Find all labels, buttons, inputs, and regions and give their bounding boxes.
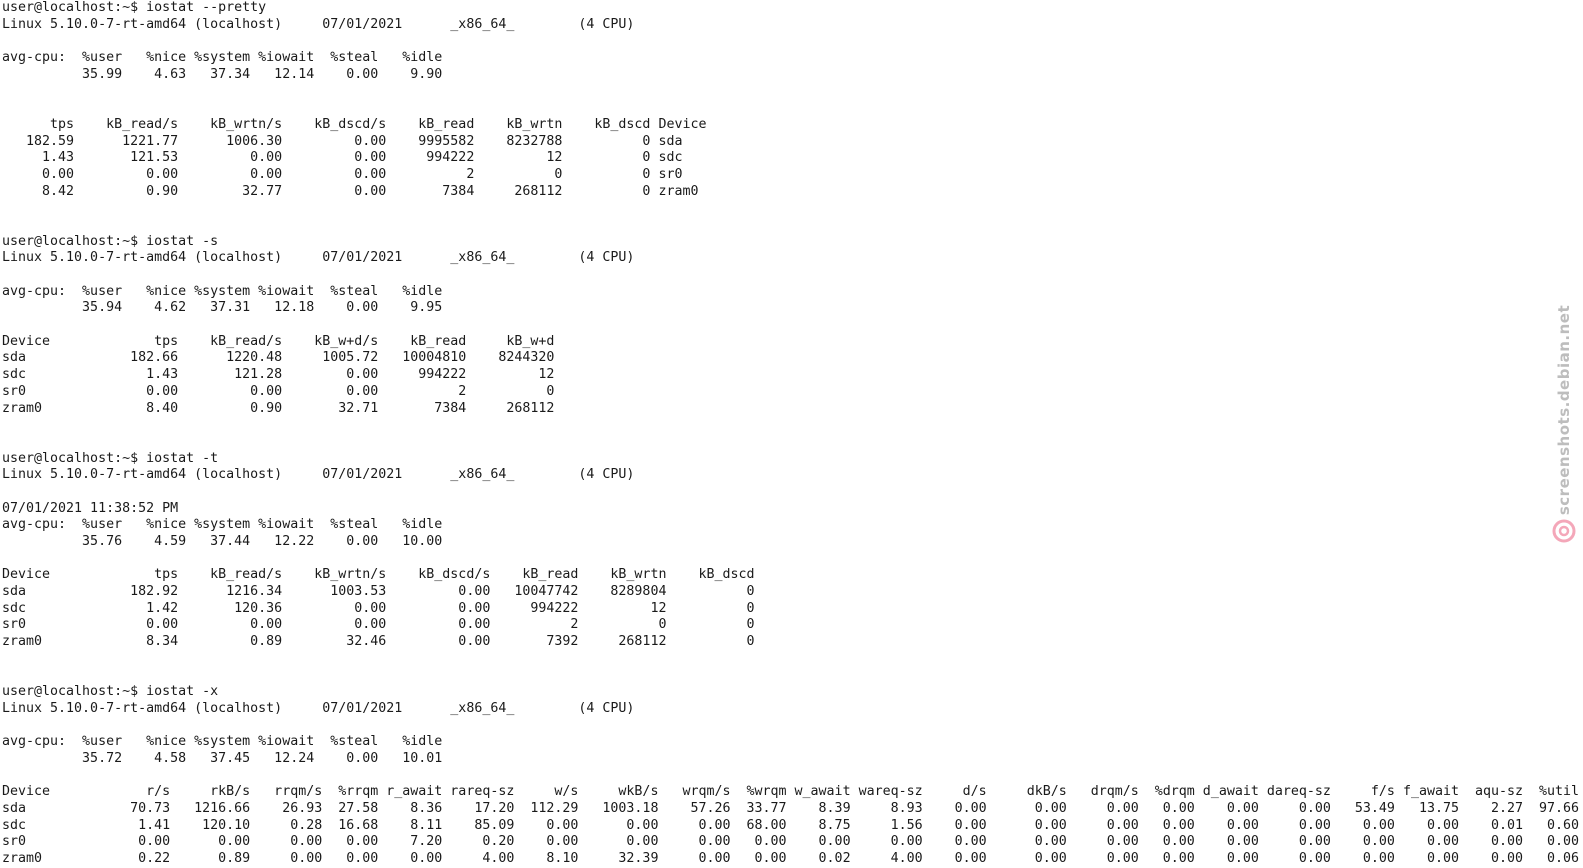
terminal-line: 182.59 1221.77 1006.30 0.00 9995582 8232788 0 sda [2,133,683,149]
terminal-line: 35.72 4.58 37.45 12.24 0.00 10.01 [2,750,443,766]
terminal-line: sdc 1.41 120.10 0.28 16.68 8.11 85.09 0.00 0.00 0.00 68.00 8.75 1.56 0.00 0.00 0.00 0.00 0.00 0.00 0.00 0.00 0.01 0.60 [2,817,1580,833]
terminal-line: sdc 1.43 121.28 0.00 994222 12 [2,367,555,383]
command-prompt-line: user@localhost:~$ iostat --pretty [2,0,267,15]
terminal-line [2,317,1579,334]
terminal-line: zram0 0.22 0.89 0.00 0.00 0.00 4.00 8.10 32.39 0.00 0.00 0.02 4.00 0.00 0.00 0.00 0.00 0.00 0.00 0.00 0.00 0.00 0.06 [2,851,1580,867]
terminal-line [2,668,1579,685]
terminal-output[interactable] [2,0,1579,868]
terminal-line: Device tps kB_read/s kB_wrtn/s kB_dscd/s kB_read kB_wrtn kB_dscd [2,567,755,583]
terminal-line [2,434,1579,451]
watermark-text: screenshots.debian.net [1555,304,1573,516]
terminal-line [2,718,1579,735]
debian-swirl-icon [1551,518,1577,544]
terminal-line: Linux 5.10.0-7-rt-amd64 (localhost) 07/01/2021 _x86_64_ (4 CPU) [2,16,635,32]
terminal-line: 35.94 4.62 37.31 12.18 0.00 9.95 [2,300,443,316]
terminal-line [2,217,1579,234]
terminal-line [2,417,1579,434]
terminal-line [2,551,1579,568]
terminal-line [2,100,1579,117]
terminal-line: 35.99 4.63 37.34 12.14 0.00 9.90 [2,66,443,82]
terminal-line: 0.00 0.00 0.00 0.00 2 0 0 sr0 [2,166,683,182]
terminal-line: tps kB_read/s kB_wrtn/s kB_dscd/s kB_read kB_wrtn kB_dscd Device [2,116,707,132]
terminal-line: sr0 0.00 0.00 0.00 2 0 [2,383,555,399]
terminal-line: zram0 8.40 0.90 32.71 7384 268112 [2,400,555,416]
terminal-line: 07/01/2021 11:38:52 PM [2,500,179,516]
terminal-line: 1.43 121.53 0.00 0.00 994222 12 0 sdc [2,150,683,166]
command-prompt-line: user@localhost:~$ iostat -t [2,450,219,466]
terminal-line: sr0 0.00 0.00 0.00 0.00 7.20 0.20 0.00 0.00 0.00 0.00 0.00 0.00 0.00 0.00 0.00 0.00 0.00 0.00 0.00 0.00 0.00 0.00 [2,834,1580,850]
terminal-line: avg-cpu: %user %nice %system %iowait %steal %idle [2,517,443,533]
terminal-line: sr0 0.00 0.00 0.00 0.00 2 0 0 [2,617,755,633]
terminal-line [2,200,1579,217]
terminal-line: avg-cpu: %user %nice %system %iowait %steal %idle [2,50,443,66]
terminal-line [2,83,1579,100]
terminal-line: avg-cpu: %user %nice %system %iowait %steal %idle [2,283,443,299]
terminal-line [2,267,1579,284]
terminal-line: 35.76 4.59 37.44 12.22 0.00 10.00 [2,534,443,549]
terminal-line [2,484,1579,501]
terminal-line: 8.42 0.90 32.77 0.00 7384 268112 0 zram0 [2,183,699,199]
terminal-line: avg-cpu: %user %nice %system %iowait %steal %idle [2,734,443,750]
terminal-line: Device tps kB_read/s kB_w+d/s kB_read kB_w+d [2,333,555,349]
terminal-line: Linux 5.10.0-7-rt-amd64 (localhost) 07/01/2021 _x86_64_ (4 CPU) [2,467,635,483]
watermark [1549,300,1579,560]
terminal-line: Device r/s rkB/s rrqm/s %rrqm r_await rareq-sz w/s wkB/s wrqm/s %wrqm w_await wareq-sz d/s dkB/s drqm/s %drqm d_await dareq-sz f/s f_await aqu-sz %util [2,784,1580,800]
command-prompt-line: user@localhost:~$ iostat -x [2,684,219,700]
terminal-line: zram0 8.34 0.89 32.46 0.00 7392 268112 0 [2,634,755,650]
terminal-line: Linux 5.10.0-7-rt-amd64 (localhost) 07/01/2021 _x86_64_ (4 CPU) [2,700,635,716]
terminal-line: sda 182.92 1216.34 1003.53 0.00 10047742 8289804 0 [2,584,755,600]
terminal-line [2,768,1579,785]
terminal-line: sda 182.66 1220.48 1005.72 10004810 8244320 [2,350,555,366]
terminal-line [2,33,1579,50]
terminal-line: sdc 1.42 120.36 0.00 0.00 994222 12 0 [2,600,755,616]
command-prompt-line: user@localhost:~$ iostat -s [2,233,219,249]
terminal-line: sda 70.73 1216.66 26.93 27.58 8.36 17.20 112.29 1003.18 57.26 33.77 8.39 8.93 0.00 0.00 0.00 0.00 0.00 0.00 53.49 13.75 2.27 97.66 [2,801,1580,816]
terminal-line [2,651,1579,668]
terminal-line: Linux 5.10.0-7-rt-amd64 (localhost) 07/01/2021 _x86_64_ (4 CPU) [2,250,635,266]
